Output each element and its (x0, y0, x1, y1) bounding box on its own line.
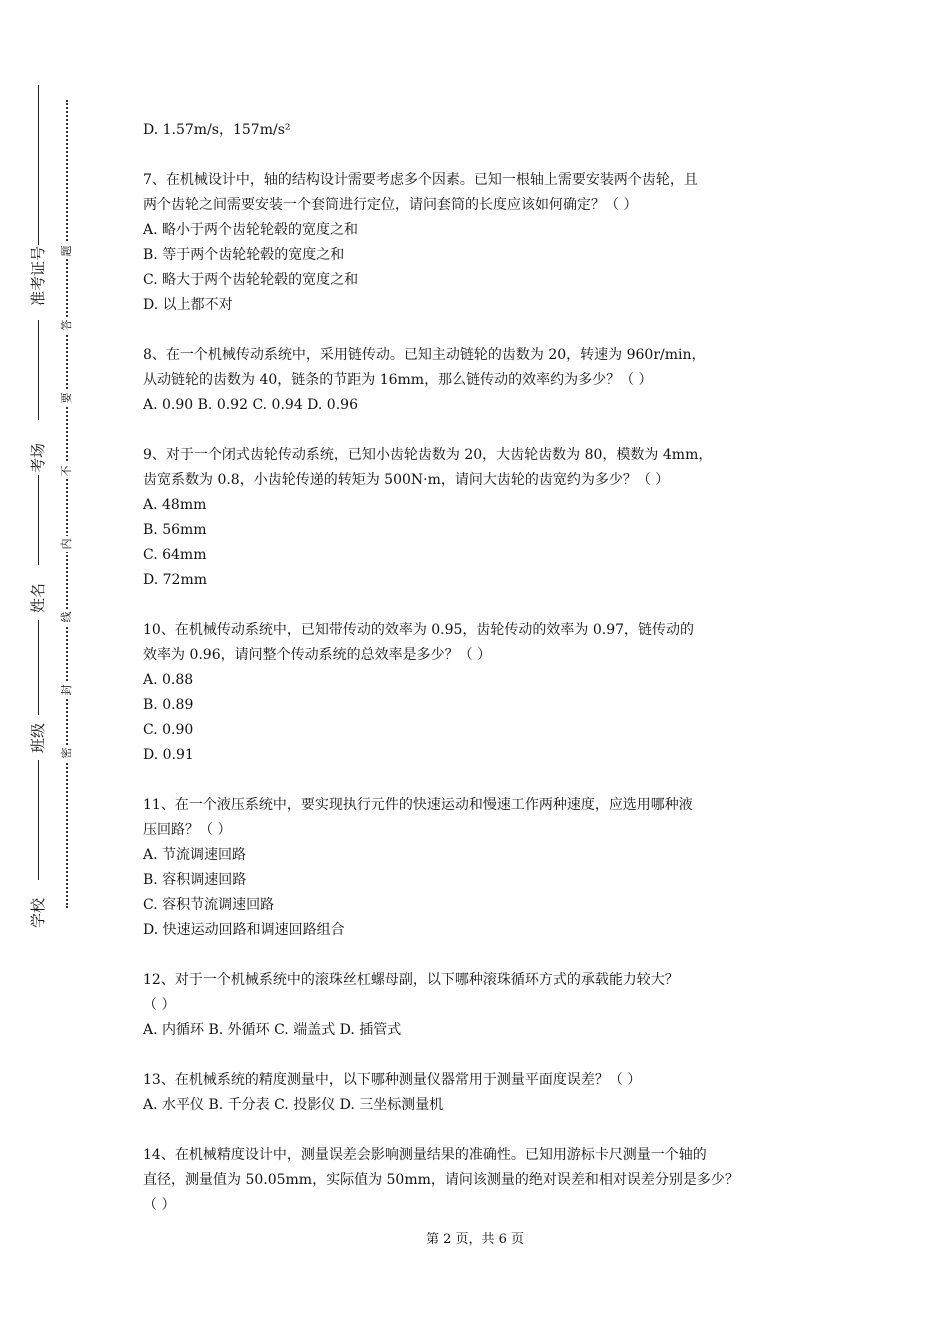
option-b: B. 0.89 (143, 697, 194, 713)
question-8 (143, 343, 833, 418)
seal-char: 题 (59, 243, 75, 259)
seal-char: 内 (59, 536, 75, 552)
option-d: D. 72mm (143, 572, 207, 588)
exam-content (143, 118, 833, 1218)
question-7 (143, 168, 833, 318)
option-c: C. 0.90 (143, 722, 194, 738)
exam-number-label: 准考证号 (29, 245, 47, 306)
question-stem: 10、在机械传动系统中，已知带传动的效率为 0.95，齿轮传动的效率为 0.97，链传动的 (143, 622, 695, 638)
field-underline (38, 85, 39, 245)
school-label: 学校 (29, 898, 47, 929)
seal-char: 不 (59, 463, 75, 479)
options-inline: A. 0.90 B. 0.92 C. 0.94 D. 0.96 (143, 397, 358, 413)
option-line: D. 1.57m/s，157m/s² (143, 122, 291, 138)
page-footer (0, 1230, 950, 1250)
options-inline: A. 水平仪 B. 千分表 C. 投影仪 D. 三坐标测量机 (143, 1097, 444, 1113)
option-a: A. 0.88 (143, 672, 194, 688)
question-stem: 直径，测量值为 50.05mm，实际值为 50mm，请问该测量的绝对误差和相对误差分别是多少？ (143, 1172, 739, 1188)
question-12 (143, 968, 833, 1043)
class-label: 班级 (29, 723, 47, 754)
field-underline (38, 620, 39, 715)
question-14 (143, 1143, 833, 1218)
question-stem: （ ） (143, 997, 176, 1013)
question-stem: 11、在一个液压系统中，要实现执行元件的快速运动和慢速工作两种速度，应选用哪种液 (143, 797, 693, 813)
field-underline (38, 475, 39, 565)
question-stem: 压回路？（ ） (143, 822, 232, 838)
seal-char: 答 (59, 317, 75, 333)
question-6-tail (143, 118, 833, 143)
seal-dotted-line (66, 100, 68, 908)
option-a: A. 48mm (143, 497, 207, 513)
option-c: C. 容积节流调速回路 (143, 897, 275, 913)
question-stem: 13、在机械系统的精度测量中，以下哪种测量仪器常用于测量平面度误差？（ ） (143, 1072, 642, 1088)
option-b: B. 容积调速回路 (143, 872, 247, 888)
name-label: 姓名 (29, 583, 47, 614)
question-stem: 齿宽系数为 0.8，小齿轮传递的转矩为 500N·m，请问大齿轮的齿宽约为多少？（ ） (143, 472, 670, 488)
question-stem: 12、对于一个机械系统中的滚珠丝杠螺母副，以下哪种滚珠循环方式的承载能力较大？ (143, 972, 679, 988)
option-d: D. 快速运动回路和调速回路组合 (143, 922, 345, 938)
exam-room-label: 考场 (29, 443, 47, 474)
question-stem: 9、对于一个闭式齿轮传动系统，已知小齿轮齿数为 20，大齿轮齿数为 80，模数为 4mm， (143, 447, 713, 463)
seal-char: 线 (59, 609, 75, 625)
option-b: B. 等于两个齿轮轮毂的宽度之和 (143, 247, 345, 263)
options-inline: A. 内循环 B. 外循环 C. 端盖式 D. 插管式 (143, 1022, 402, 1038)
question-stem: 8、在一个机械传动系统中，采用链传动。已知主动链轮的齿数为 20，转速为 960r/min， (143, 347, 706, 363)
option-d: D. 0.91 (143, 747, 194, 763)
seal-char: 封 (59, 682, 75, 698)
question-stem: 两个齿轮之间需要安装一个套筒进行定位，请问套筒的长度应该如何确定？（ ） (143, 197, 638, 213)
option-a: A. 节流调速回路 (143, 847, 247, 863)
question-stem: 7、在机械设计中，轴的结构设计需要考虑多个因素。已知一根轴上需要安装两个齿轮，且 (143, 172, 698, 188)
option-d: D. 以上都不对 (143, 297, 233, 313)
question-stem: 效率为 0.96，请问整个传动系统的总效率是多少？（ ） (143, 647, 492, 663)
question-stem: （ ） (143, 1197, 176, 1213)
question-stem: 从动链轮的齿数为 40，链条的节距为 16mm，那么链传动的效率约为多少？（ ） (143, 372, 653, 388)
option-a: A. 略小于两个齿轮轮毂的宽度之和 (143, 222, 359, 238)
question-9 (143, 443, 833, 593)
page-number: 第 2 页，共 6 页 (425, 1232, 525, 1247)
question-10 (143, 618, 833, 768)
field-underline (38, 320, 39, 420)
binding-margin (0, 0, 110, 1344)
option-c: C. 略大于两个齿轮轮毂的宽度之和 (143, 272, 359, 288)
question-stem: 14、在机械精度设计中，测量误差会影响测量结果的准确性。已知用游标卡尺测量一个轴的 (143, 1147, 707, 1163)
option-c: C. 64mm (143, 547, 207, 563)
question-11 (143, 793, 833, 943)
seal-char: 密 (59, 745, 75, 761)
seal-char: 要 (59, 390, 75, 406)
question-13 (143, 1068, 833, 1118)
field-underline (38, 760, 39, 880)
option-b: B. 56mm (143, 522, 207, 538)
